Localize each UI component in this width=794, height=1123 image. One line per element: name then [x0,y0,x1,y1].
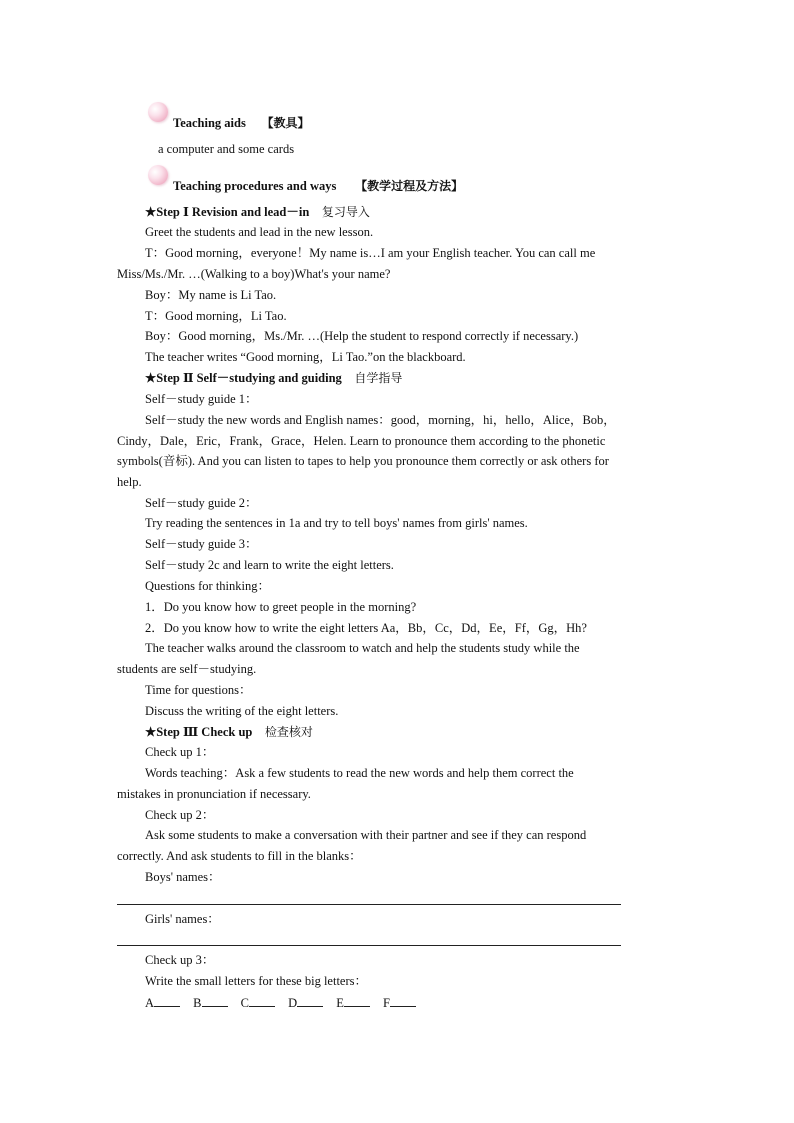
pink-bullet-icon [148,102,168,122]
step3-line: Ask some students to make a conversation with their partner and see if they can respond [145,828,587,842]
letter-label: D [288,996,298,1010]
girls-names-label: Girls' names： [145,912,220,926]
step2-line: 2．Do you know how to write the eight letters Aa，Bb，Cc，Dd，Ee，Ff，Gg，Hh? [145,621,587,635]
step3-line: correctly. And ask students to fill in the blanks： [117,849,362,863]
letter-blank[interactable] [249,994,275,1007]
step2-line: Self－study the new words and English names：good，morning，hi，hello，Alice，Bob， [145,413,616,427]
step3-line: Check up 3： [145,953,215,967]
teaching-aids-text: a computer and some cards [158,142,295,156]
letter-blank[interactable] [154,994,180,1007]
step2-line: symbols(音标). And you can listen to tapes to help you pronounce them correctly or ask others for [117,454,609,468]
section-title-procedures: Teaching procedures and ways 【教学过程及方法】 [173,179,464,193]
step3-title: ★Step Ⅲ Check up 检查核对 [145,725,313,739]
section-title-teaching-aids: Teaching aids 【教具】 [173,116,310,130]
letter-label: B [193,996,202,1010]
letter-label: A [145,996,155,1010]
step1-line: T：Good morning，everyone！My name is…I am your English teacher. You can call me [145,246,596,260]
letter-label: F [383,996,390,1010]
step1-line: T：Good morning，Li Tao. [145,309,287,323]
letter-blank[interactable] [202,994,228,1007]
pink-bullet-icon [148,165,168,185]
step2-line: Self－study guide 2： [145,496,258,510]
step2-title: ★Step Ⅱ Self－studying and guiding 自学指导 [145,371,403,385]
step1-line: Greet the students and lead in the new lesson. [145,225,374,239]
step3-line: Check up 1： [145,745,215,759]
step2-line: Try reading the sentences in 1a and try to tell boys' names from girls' names. [145,516,528,530]
step2-line: Self－study guide 1： [145,392,258,406]
step1-line: Boy：Good morning，Ms./Mr. …(Help the student to respond correctly if necessary.) [145,329,579,343]
step2-line: Self－study 2c and learn to write the eight letters. [145,558,394,572]
step1-line: The teacher writes “Good morning，Li Tao.”on the blackboard. [145,350,466,364]
step1-title: ★Step Ⅰ Revision and lead－in 复习导入 [145,205,370,219]
step1-line: Miss/Ms./Mr. …(Walking to a boy)What's your name? [117,267,391,281]
step3-line: mistakes in pronunciation if necessary. [117,787,311,801]
step2-line: students are self－studying. [117,662,257,676]
boys-names-label: Boys' names： [145,870,221,884]
step2-line: 1．Do you know how to greet people in the morning? [145,600,417,614]
letter-blank[interactable] [297,994,323,1007]
step2-line: help. [117,475,142,489]
step2-line: Questions for thinking： [145,579,270,593]
girls-names-answer-line[interactable] [117,945,621,946]
step3-line: Write the small letters for these big letters： [145,974,367,988]
step3-line: Words teaching：Ask a few students to read the new words and help them correct the [145,766,574,780]
letter-label: C [240,996,249,1010]
letter-blank[interactable] [344,994,370,1007]
step2-line: Discuss the writing of the eight letters. [145,704,339,718]
letter-blank[interactable] [390,994,416,1007]
letter-label: E [336,996,344,1010]
step2-line: Self－study guide 3： [145,537,258,551]
step2-line: Time for questions： [145,683,252,697]
letter-blanks-row [145,994,426,1011]
step1-line: Boy：My name is Li Tao. [145,288,277,302]
step2-line: The teacher walks around the classroom to watch and help the students study while the [145,641,580,655]
boys-names-answer-line[interactable] [117,904,621,905]
step2-line: Cindy，Dale，Eric，Frank，Grace，Helen. Learn to pronounce them according to the phonetic [117,434,606,448]
step3-line: Check up 2： [145,808,215,822]
